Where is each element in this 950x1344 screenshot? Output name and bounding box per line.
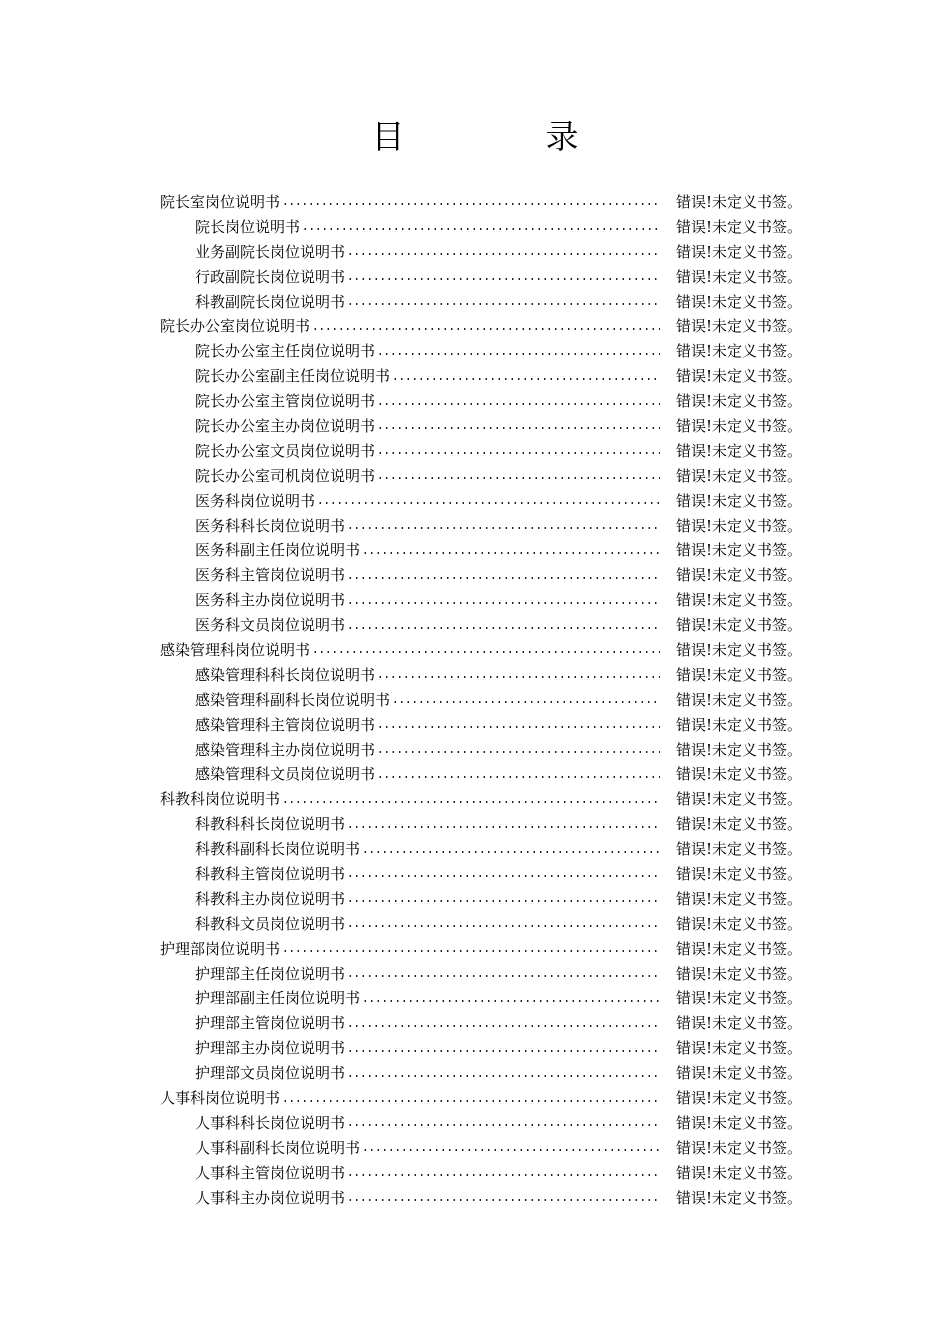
toc-entry-title: 科教科副科长岗位说明书 bbox=[195, 840, 361, 859]
toc-page-reference: 错误!未定义书签。 bbox=[675, 790, 802, 809]
toc-entry-title: 护理部文员岗位说明书 bbox=[195, 1064, 346, 1083]
toc-section-entry[interactable] bbox=[160, 189, 802, 214]
toc-subsection-entry[interactable] bbox=[160, 363, 802, 388]
toc-page-reference: 错误!未定义书签。 bbox=[675, 267, 802, 286]
toc-page-reference: 错误!未定义书签。 bbox=[675, 939, 802, 958]
toc-subsection-entry[interactable] bbox=[160, 264, 802, 289]
toc-dot-leader bbox=[377, 744, 660, 754]
toc-dot-leader bbox=[362, 545, 660, 555]
toc-entry-title: 医务科副主任岗位说明书 bbox=[195, 541, 361, 560]
toc-entry-title: 人事科科长岗位说明书 bbox=[195, 1113, 346, 1132]
toc-entry-title: 行政副院长岗位说明书 bbox=[195, 267, 346, 286]
toc-page-reference: 错误!未定义书签。 bbox=[675, 491, 802, 510]
toc-page-reference: 错误!未定义书签。 bbox=[675, 591, 802, 610]
toc-subsection-entry[interactable] bbox=[160, 687, 802, 712]
toc-dot-leader bbox=[362, 1142, 660, 1152]
toc-page-reference: 错误!未定义书签。 bbox=[675, 342, 802, 361]
toc-dot-leader bbox=[347, 968, 660, 978]
toc-dot-leader bbox=[362, 844, 660, 854]
toc-page-reference: 错误!未定义书签。 bbox=[675, 1113, 802, 1132]
toc-subsection-entry[interactable] bbox=[160, 986, 802, 1011]
toc-page-reference: 错误!未定义书签。 bbox=[675, 616, 802, 635]
toc-page-reference: 错误!未定义书签。 bbox=[675, 367, 802, 386]
toc-dot-leader bbox=[347, 520, 660, 530]
toc-section-entry[interactable] bbox=[160, 786, 802, 811]
toc-subsection-entry[interactable] bbox=[160, 488, 802, 513]
toc-entry-title: 科教科科长岗位说明书 bbox=[195, 815, 346, 834]
toc-entry-title: 业务副院长岗位说明书 bbox=[195, 242, 346, 261]
toc-dot-leader bbox=[377, 669, 660, 679]
toc-dot-leader bbox=[282, 943, 660, 953]
toc-dot-leader bbox=[282, 196, 660, 206]
toc-dot-leader bbox=[317, 495, 660, 505]
toc-dot-leader bbox=[347, 620, 660, 630]
toc-page-reference: 错误!未定义书签。 bbox=[675, 516, 802, 535]
toc-dot-leader bbox=[362, 993, 660, 1003]
toc-page-reference: 错误!未定义书签。 bbox=[675, 1163, 802, 1182]
toc-subsection-entry[interactable] bbox=[160, 388, 802, 413]
toc-dot-leader bbox=[302, 221, 660, 231]
toc-subsection-entry[interactable] bbox=[160, 1035, 802, 1060]
toc-page-reference: 错误!未定义书签。 bbox=[675, 1039, 802, 1058]
toc-entry-title: 人事科主办岗位说明书 bbox=[195, 1188, 346, 1207]
toc-subsection-entry[interactable] bbox=[160, 662, 802, 687]
toc-entry-title: 院长办公室文员岗位说明书 bbox=[195, 441, 376, 460]
toc-subsection-entry[interactable] bbox=[160, 214, 802, 239]
toc-entry-title: 护理部主办岗位说明书 bbox=[195, 1039, 346, 1058]
toc-subsection-entry[interactable] bbox=[160, 1010, 802, 1035]
toc-subsection-entry[interactable] bbox=[160, 712, 802, 737]
toc-page-reference: 错误!未定义书签。 bbox=[675, 889, 802, 908]
toc-subsection-entry[interactable] bbox=[160, 338, 802, 363]
table-of-contents bbox=[160, 189, 802, 1210]
toc-dot-leader bbox=[347, 868, 660, 878]
toc-subsection-entry[interactable] bbox=[160, 289, 802, 314]
toc-entry-title: 科教科岗位说明书 bbox=[160, 790, 281, 809]
toc-dot-leader bbox=[347, 570, 660, 580]
toc-entry-title: 医务科科长岗位说明书 bbox=[195, 516, 346, 535]
toc-entry-title: 医务科主办岗位说明书 bbox=[195, 591, 346, 610]
toc-entry-title: 医务科主管岗位说明书 bbox=[195, 566, 346, 585]
toc-entry-title: 护理部副主任岗位说明书 bbox=[195, 989, 361, 1008]
toc-page-reference: 错误!未定义书签。 bbox=[675, 740, 802, 759]
toc-dot-leader bbox=[312, 321, 660, 331]
toc-entry-title: 医务科岗位说明书 bbox=[195, 491, 316, 510]
toc-entry-title: 感染管理科副科长岗位说明书 bbox=[195, 690, 391, 709]
toc-entry-title: 科教科主办岗位说明书 bbox=[195, 889, 346, 908]
toc-dot-leader bbox=[392, 371, 660, 381]
toc-dot-leader bbox=[347, 246, 660, 256]
toc-section-entry[interactable] bbox=[160, 1085, 802, 1110]
toc-page-reference: 错误!未定义书签。 bbox=[675, 217, 802, 236]
toc-subsection-entry[interactable] bbox=[160, 587, 802, 612]
toc-dot-leader bbox=[347, 1068, 660, 1078]
toc-page-reference: 错误!未定义书签。 bbox=[675, 1064, 802, 1083]
toc-entry-title: 院长办公室主任岗位说明书 bbox=[195, 342, 376, 361]
toc-page-reference: 错误!未定义书签。 bbox=[675, 640, 802, 659]
toc-page-reference: 错误!未定义书签。 bbox=[675, 441, 802, 460]
toc-entry-title: 人事科岗位说明书 bbox=[160, 1089, 281, 1107]
toc-dot-leader bbox=[312, 644, 660, 654]
toc-entry-title: 科教科文员岗位说明书 bbox=[195, 914, 346, 933]
toc-page-reference: 错误!未定义书签。 bbox=[675, 1014, 802, 1033]
toc-dot-leader bbox=[347, 296, 660, 306]
toc-subsection-entry[interactable] bbox=[160, 562, 802, 587]
toc-dot-leader bbox=[377, 396, 660, 406]
toc-subsection-entry[interactable] bbox=[160, 886, 802, 911]
toc-entry-title: 院长办公室司机岗位说明书 bbox=[195, 466, 376, 485]
toc-page-reference: 错误!未定义书签。 bbox=[675, 566, 802, 585]
toc-subsection-entry[interactable] bbox=[160, 836, 802, 861]
toc-page-reference: 错误!未定义书签。 bbox=[675, 192, 802, 211]
toc-dot-leader bbox=[347, 595, 660, 605]
toc-entry-title: 感染管理科主管岗位说明书 bbox=[195, 715, 376, 734]
toc-entry-title: 院长岗位说明书 bbox=[195, 217, 301, 236]
toc-dot-leader bbox=[347, 918, 660, 928]
toc-page-reference: 错误!未定义书签。 bbox=[675, 665, 802, 684]
toc-dot-leader bbox=[347, 819, 660, 829]
toc-entry-title: 院长办公室主办岗位说明书 bbox=[195, 416, 376, 435]
toc-subsection-entry[interactable] bbox=[160, 861, 802, 886]
toc-section-entry[interactable] bbox=[160, 637, 802, 662]
toc-page-reference: 错误!未定义书签。 bbox=[675, 317, 802, 336]
toc-section-entry[interactable] bbox=[160, 936, 802, 961]
toc-dot-leader bbox=[347, 1167, 660, 1177]
toc-page-reference: 错误!未定义书签。 bbox=[675, 1138, 802, 1157]
toc-entry-title: 护理部主任岗位说明书 bbox=[195, 964, 346, 983]
toc-dot-leader bbox=[347, 893, 660, 903]
toc-entry-title: 科教科主管岗位说明书 bbox=[195, 864, 346, 883]
toc-entry-title: 人事科副科长岗位说明书 bbox=[195, 1138, 361, 1157]
toc-entry-title: 感染管理科文员岗位说明书 bbox=[195, 765, 376, 784]
toc-subsection-entry[interactable] bbox=[160, 761, 802, 786]
toc-dot-leader bbox=[377, 470, 660, 480]
toc-subsection-entry[interactable] bbox=[160, 1060, 802, 1085]
toc-subsection-entry[interactable] bbox=[160, 239, 802, 264]
toc-page-reference: 错误!未定义书签。 bbox=[675, 242, 802, 261]
toc-page-reference: 错误!未定义书签。 bbox=[675, 1188, 802, 1207]
toc-page-reference: 错误!未定义书签。 bbox=[675, 864, 802, 883]
toc-page-reference: 错误!未定义书签。 bbox=[675, 715, 802, 734]
toc-subsection-entry[interactable] bbox=[160, 438, 802, 463]
toc-page-reference: 错误!未定义书签。 bbox=[675, 815, 802, 834]
toc-subsection-entry[interactable] bbox=[160, 513, 802, 538]
toc-entry-title: 院长室岗位说明书 bbox=[160, 192, 281, 211]
toc-entry-title: 护理部主管岗位说明书 bbox=[195, 1014, 346, 1033]
toc-dot-leader bbox=[377, 445, 660, 455]
toc-page-reference: 错误!未定义书签。 bbox=[675, 964, 802, 983]
toc-entry-title: 人事科主管岗位说明书 bbox=[195, 1163, 346, 1182]
toc-subsection-entry[interactable] bbox=[160, 737, 802, 762]
toc-entry-title: 医务科文员岗位说明书 bbox=[195, 616, 346, 635]
toc-entry-title: 院长办公室岗位说明书 bbox=[160, 317, 311, 336]
toc-subsection-entry[interactable] bbox=[160, 961, 802, 986]
toc-dot-leader bbox=[347, 1043, 660, 1053]
toc-page-reference: 错误!未定义书签。 bbox=[675, 765, 802, 784]
toc-subsection-entry[interactable] bbox=[160, 811, 802, 836]
toc-dot-leader bbox=[347, 1117, 660, 1127]
toc-entry-title: 院长办公室副主任岗位说明书 bbox=[195, 367, 391, 386]
toc-dot-leader bbox=[392, 694, 660, 704]
toc-entry-title: 感染管理科主办岗位说明书 bbox=[195, 740, 376, 759]
toc-dot-leader bbox=[377, 769, 660, 779]
toc-page-reference: 错误!未定义书签。 bbox=[675, 690, 802, 709]
toc-dot-leader bbox=[377, 420, 660, 430]
toc-subsection-entry[interactable] bbox=[160, 537, 802, 562]
toc-subsection-entry[interactable] bbox=[160, 463, 802, 488]
toc-page-reference: 错误!未定义书签。 bbox=[675, 292, 802, 311]
toc-page-reference: 错误!未定义书签。 bbox=[675, 989, 802, 1008]
toc-entry-title: 科教副院长岗位说明书 bbox=[195, 292, 346, 311]
toc-subsection-entry[interactable] bbox=[160, 1160, 802, 1185]
toc-page-reference: 错误!未定义书签。 bbox=[675, 914, 802, 933]
toc-page-reference: 错误!未定义书签。 bbox=[675, 1089, 802, 1107]
toc-entry-title: 院长办公室主管岗位说明书 bbox=[195, 392, 376, 411]
toc-dot-leader bbox=[377, 719, 660, 729]
toc-dot-leader bbox=[347, 1018, 660, 1028]
toc-entry-title: 感染管理科科长岗位说明书 bbox=[195, 665, 376, 684]
toc-page-reference: 错误!未定义书签。 bbox=[675, 840, 802, 859]
toc-dot-leader bbox=[347, 1192, 660, 1202]
toc-subsection-entry[interactable] bbox=[160, 911, 802, 936]
toc-subsection-entry[interactable] bbox=[160, 1185, 802, 1210]
toc-page-reference: 错误!未定义书签。 bbox=[675, 541, 802, 560]
toc-title: 目 录 bbox=[371, 117, 633, 156]
toc-dot-leader bbox=[282, 794, 660, 804]
toc-dot-leader bbox=[282, 1093, 660, 1103]
toc-subsection-entry[interactable] bbox=[160, 1135, 802, 1160]
toc-entry-title: 护理部岗位说明书 bbox=[160, 939, 281, 958]
toc-subsection-entry[interactable] bbox=[160, 413, 802, 438]
toc-dot-leader bbox=[347, 271, 660, 281]
toc-subsection-entry[interactable] bbox=[160, 1110, 802, 1135]
toc-subsection-entry[interactable] bbox=[160, 612, 802, 637]
toc-page-reference: 错误!未定义书签。 bbox=[675, 392, 802, 411]
toc-section-entry[interactable] bbox=[160, 313, 802, 338]
toc-entry-title: 感染管理科岗位说明书 bbox=[160, 640, 311, 659]
toc-dot-leader bbox=[377, 346, 660, 356]
toc-page-reference: 错误!未定义书签。 bbox=[675, 416, 802, 435]
toc-page-reference: 错误!未定义书签。 bbox=[675, 466, 802, 485]
